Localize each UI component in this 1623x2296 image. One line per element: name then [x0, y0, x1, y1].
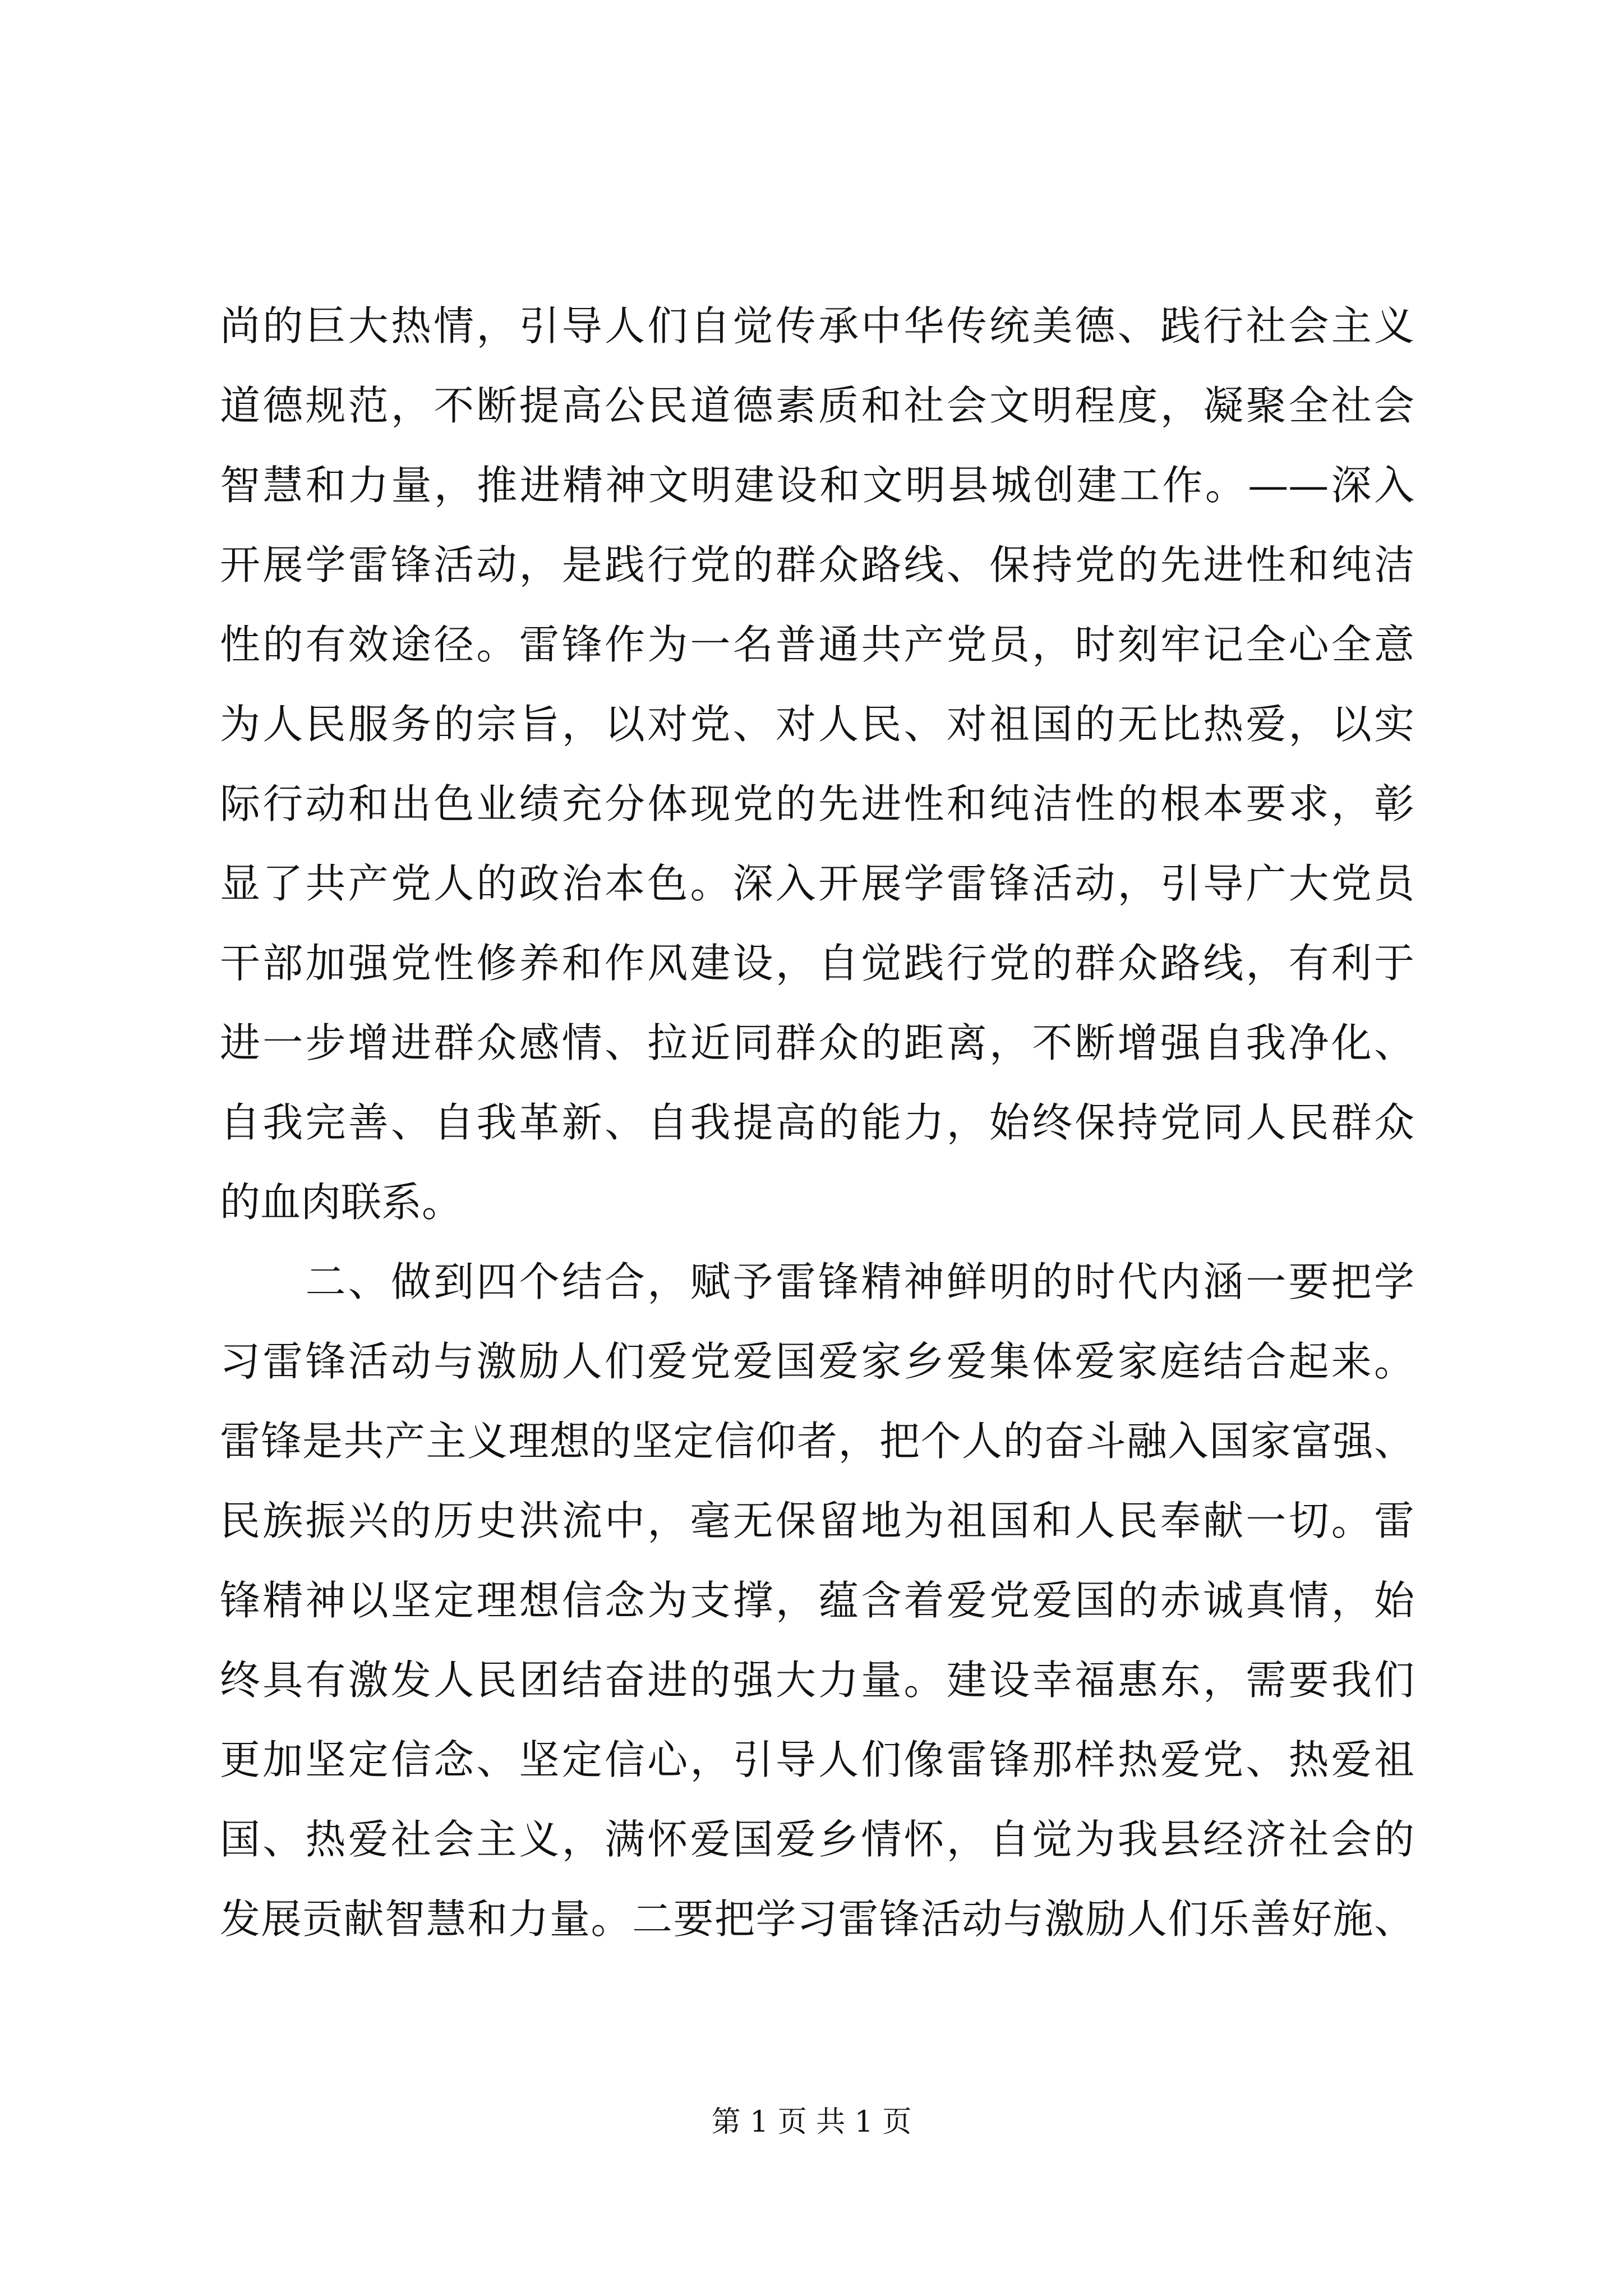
text-line: 锋精神以坚定理想信念为支撑，蕴含着爱党爱国的赤诚真情，始: [220, 1577, 1414, 1624]
text-line: 习雷锋活动与激励人们爱党爱国爱家乡爱集体爱家庭结合起来。: [220, 1338, 1414, 1385]
text-line: 雷锋是共产主义理想的坚定信仰者，把个人的奋斗融入国家富强、: [220, 1418, 1414, 1465]
text-line: 干部加强党性修养和作风建设，自觉践行党的群众路线，有利于: [220, 940, 1414, 987]
text-line: 终具有激发人民团结奋进的强大力量。建设幸福惠东，需要我们: [220, 1657, 1414, 1704]
text-line: 自我完善、自我革新、自我提高的能力，始终保持党同人民群众: [220, 1099, 1414, 1146]
text-line: 民族振兴的历史洪流中，毫无保留地为祖国和人民奉献一切。雷: [220, 1497, 1414, 1544]
text-line: 智慧和力量，推进精神文明建设和文明县城创建工作。——深入: [220, 462, 1414, 509]
page-footer: [0, 2102, 1623, 2142]
text-line: 开展学雷锋活动，是践行党的群众路线、保持党的先进性和纯洁: [220, 541, 1414, 588]
text-line: 的血肉联系。: [220, 1179, 463, 1226]
text-line: 际行动和出色业绩充分体现党的先进性和纯洁性的根本要求，彰: [220, 780, 1414, 827]
page-number-label: 第 1 页 共 1 页: [711, 2105, 912, 2139]
text-line: 二、做到四个结合，赋予雷锋精神鲜明的时代内涵一要把学: [220, 1258, 1414, 1305]
text-line: 性的有效途径。雷锋作为一名普通共产党员，时刻牢记全心全意: [220, 621, 1414, 668]
text-line: 发展贡献智慧和力量。二要把学习雷锋活动与激励人们乐善好施、: [220, 1895, 1414, 1943]
text-line: 为人民服务的宗旨，以对党、对人民、对祖国的无比热爱，以实: [220, 701, 1414, 748]
text-line: 显了共产党人的政治本色。深入开展学雷锋活动，引导广大党员: [220, 860, 1414, 907]
text-line: 更加坚定信念、坚定信心，引导人们像雷锋那样热爱党、热爱祖: [220, 1736, 1414, 1783]
text-line: 进一步增进群众感情、拉近同群众的距离，不断增强自我净化、: [220, 1019, 1414, 1066]
text-line: 道德规范，不断提高公民道德素质和社会文明程度，凝聚全社会: [220, 382, 1414, 429]
document-body: [220, 286, 1414, 1959]
text-line: 尚的巨大热情，引导人们自觉传承中华传统美德、践行社会主义: [220, 302, 1414, 349]
text-line: 国、热爱社会主义，满怀爱国爱乡情怀，自觉为我县经济社会的: [220, 1816, 1414, 1863]
